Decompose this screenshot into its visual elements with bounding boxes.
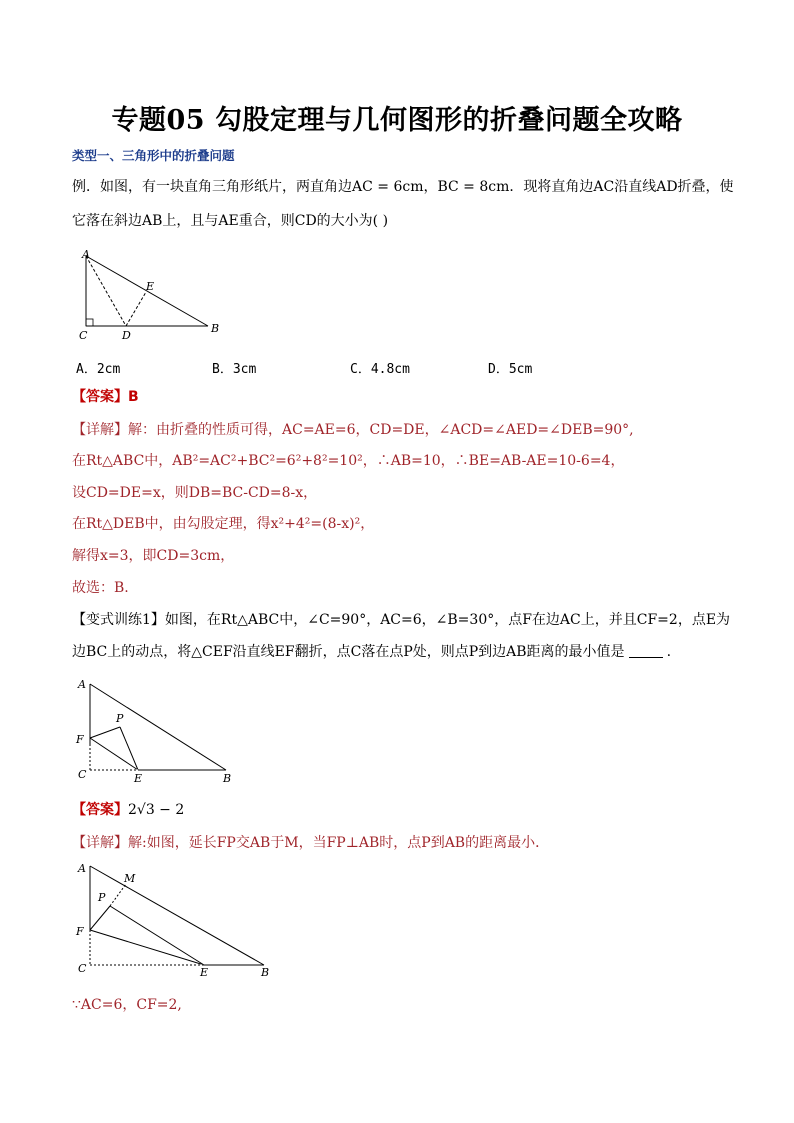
variant-figure bbox=[74, 676, 244, 786]
variant-last-line: ∵AC=6，CF=2, bbox=[72, 997, 182, 1013]
fig1-label-D: D bbox=[122, 329, 131, 342]
detail-line-4: 在Rt△DEB中，由勾股定理，得x²+4²=(8-x)²， bbox=[72, 516, 375, 532]
option-b: B．3cm bbox=[212, 362, 257, 377]
answer-line-2 bbox=[72, 800, 184, 820]
detail-line-6: 故选：B. bbox=[72, 580, 129, 596]
fig2-label-C: C bbox=[78, 768, 87, 781]
fig3-label-E: E bbox=[200, 966, 209, 979]
example-text-line2: 它落在斜边AB上，且与AE重合，则CD的大小为( ) bbox=[72, 213, 389, 229]
fig1-label-A: A bbox=[82, 248, 90, 261]
variant-text-line2-body: 边BC上的动点，将△CEF沿直线EF翻折，点C落在点P处，则点P到边AB距离的最小值是 bbox=[72, 644, 625, 660]
fig2-label-E: E bbox=[134, 772, 143, 785]
answer-line-1 bbox=[72, 387, 139, 407]
fig3-label-M: M bbox=[124, 872, 136, 885]
variant-text-line1: 【变式训练1】如图，在Rt△ABC中，∠C=90°，AC=6，∠B=30°，点F在边AC上，并且CF=2，点E为 bbox=[72, 612, 731, 628]
detail-line-3: 设CD=DE=x，则DB=BC-CD=8-x， bbox=[72, 485, 318, 501]
variant-detail-figure bbox=[74, 858, 284, 983]
detail-line-2: 在Rt△ABC中，AB²=AC²+BC²=6²+8²=10²，∴AB=10，∴BE=AB-AE=10-6=4， bbox=[72, 453, 625, 469]
example-text-line1: 例．如图，有一块直角三角形纸片，两直角边AC = 6cm，BC = 8cm．现将直角边AC沿直线AD折叠，使 bbox=[72, 179, 734, 195]
page-title: 专题05 勾股定理与几何图形的折叠问题全攻略 bbox=[111, 105, 683, 136]
section-heading: 类型一、三角形中的折叠问题 bbox=[72, 148, 235, 163]
option-c: C．4.8cm bbox=[350, 362, 410, 377]
answer-tag: 【答案】 bbox=[72, 389, 128, 405]
fig3-label-F: F bbox=[76, 925, 84, 938]
detail-line-1: 【详解】解：由折叠的性质可得，AC=AE=6，CD=DE，∠ACD=∠AED=∠DEB=90°, bbox=[72, 422, 634, 438]
variant-answer-tag: 【答案】 bbox=[72, 802, 128, 818]
answer-value: B bbox=[128, 389, 139, 405]
fig2-label-A: A bbox=[78, 678, 86, 691]
option-a: A．2cm bbox=[76, 362, 121, 377]
fig1-label-C: C bbox=[79, 329, 88, 342]
fig2-label-F: F bbox=[76, 733, 84, 746]
fig2-label-P: P bbox=[116, 712, 124, 725]
variant-text-line2-end: . bbox=[666, 644, 672, 660]
detail-line-5: 解得x=3，即CD=3cm， bbox=[72, 548, 235, 564]
variant-text-line2 bbox=[72, 642, 671, 662]
example-figure bbox=[76, 248, 226, 343]
fig3-label-P: P bbox=[98, 891, 106, 904]
fig3-label-C: C bbox=[78, 962, 87, 975]
variant-detail-line: 【详解】解:如图，延长FP交AB于M，当FP⊥AB时，点P到AB的距离最小． bbox=[72, 835, 550, 851]
option-d: D．5cm bbox=[488, 362, 533, 377]
fill-blank bbox=[629, 643, 663, 658]
fig2-label-B: B bbox=[223, 772, 232, 785]
fig3-label-A: A bbox=[78, 862, 86, 875]
fig1-label-B: B bbox=[211, 322, 220, 335]
fig1-label-E: E bbox=[146, 280, 155, 293]
fig3-label-B: B bbox=[261, 966, 270, 979]
variant-answer-value: 2√3 − 2 bbox=[128, 802, 185, 818]
